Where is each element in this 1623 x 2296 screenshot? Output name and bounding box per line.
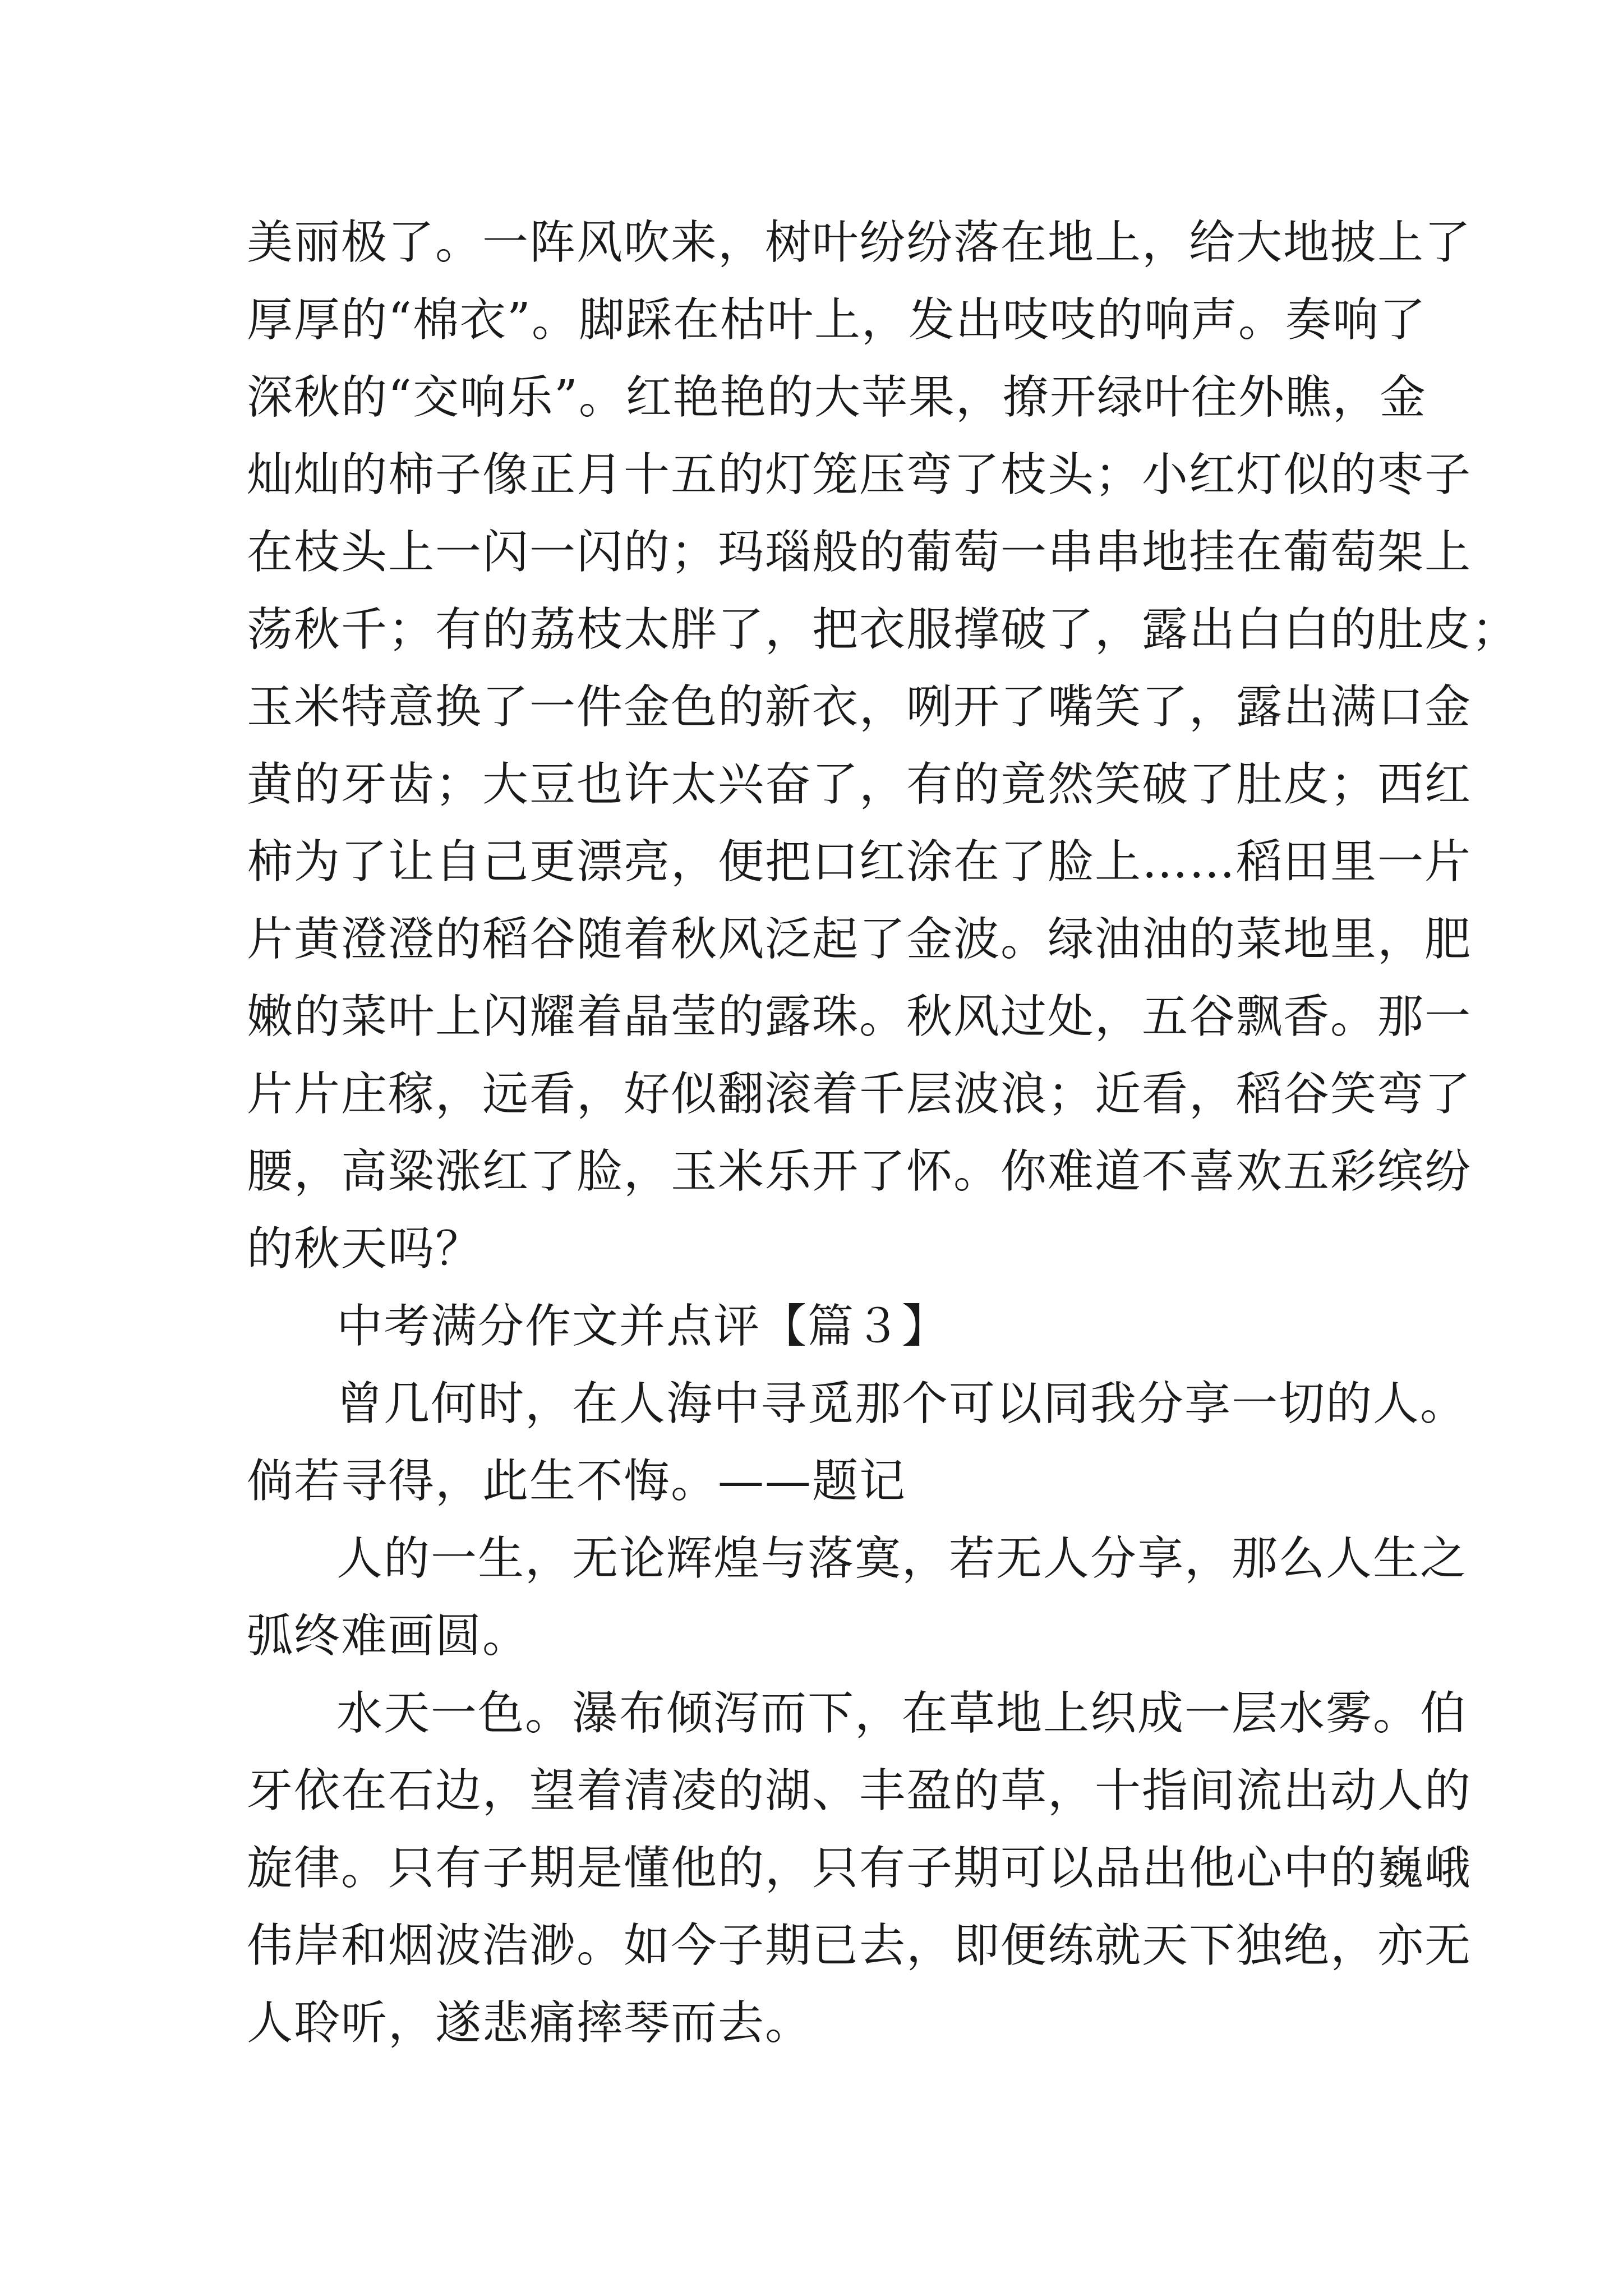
text-line: 人的一生，无论辉煌与落寞，若无人分享，那么人生之 (336, 1532, 1468, 1585)
text-line: 片黄澄澄的稻谷随着秋风泛起了金波。绿油油的菜地里，肥 (247, 913, 1472, 966)
text-line: 荡秋千；有的荔枝太胖了，把衣服撑破了，露出白白的肚皮； (247, 603, 1519, 656)
text-line: 柿为了让自己更漂亮，便把口红涂在了脸上……稻田里一片 (247, 835, 1472, 889)
text-line: 的秋天吗？ (247, 1222, 483, 1276)
text-line: 倘若寻得，此生不悔。——题记 (247, 1455, 907, 1508)
section-heading: 中考满分作文并点评【篇３】 (336, 1300, 949, 1353)
text-line: 深秋的“交响乐”。红艳艳的大苹果，撩开绿叶往外瞧，金 (247, 371, 1427, 424)
text-line: 玉米特意换了一件金色的新衣，咧开了嘴笑了，露出满口金 (247, 680, 1472, 734)
text-line: 腰，高粱涨红了脸，玉米乐开了怀。你难道不喜欢五彩缤纷 (247, 1145, 1472, 1198)
text-line: 弧终难画圆。 (247, 1609, 530, 1663)
text-line: 水天一色。瀑布倾泻而下，在草地上织成一层水雾。伯 (336, 1687, 1468, 1740)
text-line: 黄的牙齿；大豆也许太兴奋了，有的竟然笑破了肚皮；西红 (247, 758, 1472, 811)
text-line: 旋律。只有子期是懂他的，只有子期可以品出他心中的巍峨 (247, 1842, 1472, 1895)
text-line: 曾几何时，在人海中寻觅那个可以同我分享一切的人。 (336, 1377, 1468, 1430)
text-line: 美丽极了。一阵风吹来，树叶纷纷落在地上，给大地披上了 (247, 216, 1472, 269)
text-line: 灿灿的柿子像正月十五的灯笼压弯了枝头；小红灯似的枣子 (247, 448, 1472, 501)
text-line: 片片庄稼，远看，好似翻滚着千层波浪；近看，稻谷笑弯了 (247, 1068, 1472, 1121)
text-line: 在枝头上一闪一闪的；玛瑙般的葡萄一串串地挂在葡萄架上 (247, 526, 1472, 579)
text-line: 厚厚的“棉衣”。脚踩在枯叶上，发出吱吱的响声。奏响了 (247, 293, 1427, 347)
text-line: 嫩的菜叶上闪耀着晶莹的露珠。秋风过处，五谷飘香。那一 (247, 990, 1472, 1043)
text-line: 伟岸和烟波浩渺。如今子期已去，即便练就天下独绝，亦无 (247, 1919, 1472, 1972)
text-line: 牙依在石边，望着清凌的湖、丰盈的草，十指间流出动人的 (247, 1764, 1472, 1818)
text-line: 人聆听，遂悲痛摔琴而去。 (247, 1996, 813, 2050)
